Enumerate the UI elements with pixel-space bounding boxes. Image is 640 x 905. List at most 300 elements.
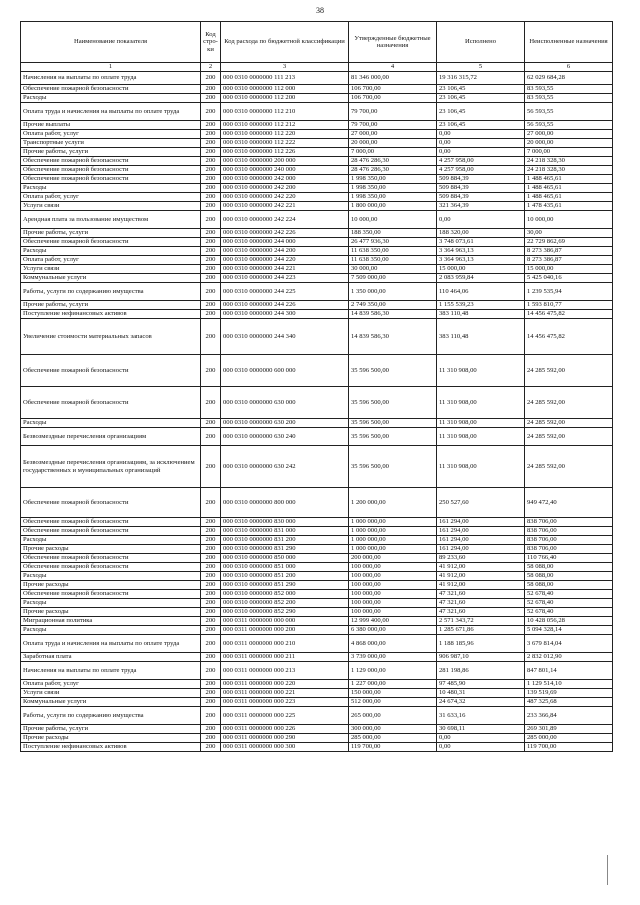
row-budget-code: 000 0310 0000000 242 220 xyxy=(221,193,349,202)
row-unexecuted: 83 593,55 xyxy=(525,94,613,103)
table-row xyxy=(21,238,613,247)
row-executed: 4 257 958,00 xyxy=(437,157,525,166)
row-budget-code: 000 0310 0000000 242 226 xyxy=(221,229,349,238)
row-executed: 23 106,45 xyxy=(437,85,525,94)
row-budget-code: 000 0310 0000000 830 000 xyxy=(221,518,349,527)
row-budget-code: 000 0310 0000000 244 300 xyxy=(221,310,349,319)
row-name: Оплата работ, услуг xyxy=(21,193,201,202)
row-line-code: 200 xyxy=(201,202,221,211)
row-budget-code: 000 0310 0000000 242 200 xyxy=(221,184,349,193)
row-line-code: 200 xyxy=(201,635,221,653)
row-name: Арендная плата за пользование имуществом xyxy=(21,211,201,229)
row-approved: 150 000,00 xyxy=(349,689,437,698)
row-executed: 47 321,60 xyxy=(437,599,525,608)
table-row xyxy=(21,184,613,193)
row-name: Безвозмездные перечисления организациям, за исключением государственных и муниципальных организаций xyxy=(21,446,201,488)
table-row xyxy=(21,274,613,283)
row-executed: 47 321,60 xyxy=(437,590,525,599)
row-line-code: 200 xyxy=(201,247,221,256)
row-unexecuted: 139 519,69 xyxy=(525,689,613,698)
table-row xyxy=(21,446,613,488)
column-number: 5 xyxy=(437,63,525,72)
table-row xyxy=(21,599,613,608)
row-line-code: 200 xyxy=(201,680,221,689)
row-executed: 47 321,60 xyxy=(437,608,525,617)
row-budget-code: 000 0310 0000000 850 000 xyxy=(221,554,349,563)
row-approved: 81 346 000,00 xyxy=(349,72,437,85)
table-row xyxy=(21,419,613,428)
table-row xyxy=(21,175,613,184)
table-row xyxy=(21,310,613,319)
row-executed: 41 912,00 xyxy=(437,572,525,581)
column-number: 1 xyxy=(21,63,201,72)
row-approved: 11 638 350,00 xyxy=(349,256,437,265)
row-budget-code: 000 0310 0000000 242 000 xyxy=(221,175,349,184)
table-row xyxy=(21,193,613,202)
table-row xyxy=(21,518,613,527)
table-row xyxy=(21,527,613,536)
table-row xyxy=(21,148,613,157)
table-row xyxy=(21,581,613,590)
row-budget-code: 000 0311 0000000 000 221 xyxy=(221,689,349,698)
row-approved: 1 200 000,00 xyxy=(349,488,437,518)
row-name: Безвозмездные перечисления организациям xyxy=(21,428,201,446)
row-approved: 4 868 000,00 xyxy=(349,635,437,653)
row-line-code: 200 xyxy=(201,689,221,698)
row-budget-code: 000 0310 0000000 851 000 xyxy=(221,563,349,572)
row-executed: 24 674,32 xyxy=(437,698,525,707)
row-executed: 509 884,39 xyxy=(437,184,525,193)
row-line-code: 200 xyxy=(201,301,221,310)
row-approved: 14 839 586,30 xyxy=(349,310,437,319)
row-executed: 0,00 xyxy=(437,139,525,148)
row-name: Обеспечение пожарной безопасности xyxy=(21,488,201,518)
row-budget-code: 000 0310 0000000 800 000 xyxy=(221,488,349,518)
table-row xyxy=(21,229,613,238)
row-budget-code: 000 0310 0000000 630 240 xyxy=(221,428,349,446)
row-executed: 11 310 908,00 xyxy=(437,355,525,387)
row-budget-code: 000 0310 0000000 240 000 xyxy=(221,166,349,175)
row-executed: 0,00 xyxy=(437,130,525,139)
row-unexecuted: 52 678,40 xyxy=(525,608,613,617)
row-line-code: 200 xyxy=(201,488,221,518)
table-row xyxy=(21,572,613,581)
row-budget-code: 000 0310 0000000 244 220 xyxy=(221,256,349,265)
row-executed: 509 884,39 xyxy=(437,175,525,184)
row-name: Прочие работы, услуги xyxy=(21,725,201,734)
row-unexecuted: 24 285 592,00 xyxy=(525,428,613,446)
row-executed: 1 155 539,23 xyxy=(437,301,525,310)
row-line-code: 200 xyxy=(201,211,221,229)
row-line-code: 200 xyxy=(201,446,221,488)
row-name: Заработная плата xyxy=(21,653,201,662)
row-budget-code: 000 0310 0000000 244 225 xyxy=(221,283,349,301)
row-approved: 12 999 400,00 xyxy=(349,617,437,626)
row-executed: 15 000,00 xyxy=(437,265,525,274)
table-row xyxy=(21,283,613,301)
row-line-code: 200 xyxy=(201,103,221,121)
row-name: Начисления на выплаты по оплате труда xyxy=(21,72,201,85)
row-budget-code: 000 0310 0000000 851 200 xyxy=(221,572,349,581)
row-approved: 265 000,00 xyxy=(349,707,437,725)
row-approved: 11 638 350,00 xyxy=(349,247,437,256)
column-number: 3 xyxy=(221,63,349,72)
table-row xyxy=(21,211,613,229)
table-body xyxy=(21,72,613,752)
row-budget-code: 000 0310 0000000 112 210 xyxy=(221,103,349,121)
row-executed: 3 364 963,13 xyxy=(437,256,525,265)
row-name: Оплата труда и начисления на выплаты по оплате труда xyxy=(21,635,201,653)
row-budget-code: 000 0310 0000000 244 221 xyxy=(221,265,349,274)
row-approved: 79 700,00 xyxy=(349,121,437,130)
row-unexecuted: 15 000,00 xyxy=(525,265,613,274)
table-row xyxy=(21,680,613,689)
row-unexecuted: 233 366,84 xyxy=(525,707,613,725)
row-line-code: 200 xyxy=(201,148,221,157)
row-budget-code: 000 0311 0000000 000 225 xyxy=(221,707,349,725)
row-line-code: 200 xyxy=(201,662,221,680)
row-name: Расходы xyxy=(21,184,201,193)
row-unexecuted: 1 478 435,61 xyxy=(525,202,613,211)
row-budget-code: 000 0310 0000000 112 200 xyxy=(221,94,349,103)
row-line-code: 200 xyxy=(201,527,221,536)
row-approved: 100 000,00 xyxy=(349,599,437,608)
row-name: Коммунальные услуги xyxy=(21,698,201,707)
row-line-code: 200 xyxy=(201,653,221,662)
row-executed: 383 110,48 xyxy=(437,310,525,319)
row-budget-code: 000 0310 0000000 111 213 xyxy=(221,72,349,85)
row-unexecuted: 838 706,00 xyxy=(525,518,613,527)
row-approved: 1 227 000,00 xyxy=(349,680,437,689)
row-unexecuted: 24 285 592,00 xyxy=(525,387,613,419)
header-executed: Исполнено xyxy=(437,22,525,63)
row-approved: 100 000,00 xyxy=(349,590,437,599)
row-executed: 906 987,10 xyxy=(437,653,525,662)
table-row xyxy=(21,103,613,121)
row-line-code: 200 xyxy=(201,536,221,545)
row-name: Расходы xyxy=(21,536,201,545)
row-name: Прочие расходы xyxy=(21,734,201,743)
row-unexecuted: 56 593,55 xyxy=(525,121,613,130)
row-budget-code: 000 0310 0000000 200 000 xyxy=(221,157,349,166)
row-name: Услуги связи xyxy=(21,265,201,274)
table-row xyxy=(21,428,613,446)
row-executed: 11 310 908,00 xyxy=(437,419,525,428)
row-line-code: 200 xyxy=(201,265,221,274)
header-line-code: Код стро-ки xyxy=(201,22,221,63)
row-budget-code: 000 0310 0000000 244 000 xyxy=(221,238,349,247)
row-unexecuted: 58 088,00 xyxy=(525,581,613,590)
row-approved: 2 749 350,00 xyxy=(349,301,437,310)
row-unexecuted: 58 088,00 xyxy=(525,563,613,572)
row-budget-code: 000 0310 0000000 242 221 xyxy=(221,202,349,211)
row-budget-code: 000 0310 0000000 831 000 xyxy=(221,527,349,536)
row-line-code: 200 xyxy=(201,175,221,184)
row-name: Расходы xyxy=(21,572,201,581)
row-approved: 300 000,00 xyxy=(349,725,437,734)
row-line-code: 200 xyxy=(201,608,221,617)
row-budget-code: 000 0310 0000000 112 220 xyxy=(221,130,349,139)
row-name: Оплата работ, услуг xyxy=(21,680,201,689)
row-name: Услуги связи xyxy=(21,689,201,698)
row-name: Прочие расходы xyxy=(21,581,201,590)
row-unexecuted: 847 801,14 xyxy=(525,662,613,680)
row-unexecuted: 269 301,89 xyxy=(525,725,613,734)
table-row xyxy=(21,121,613,130)
row-budget-code: 000 0310 0000000 630 000 xyxy=(221,387,349,419)
row-executed: 19 316 315,72 xyxy=(437,72,525,85)
header-approved: Утвержденные бюджетные назначения xyxy=(349,22,437,63)
row-budget-code: 000 0310 0000000 244 200 xyxy=(221,247,349,256)
row-approved: 35 596 500,00 xyxy=(349,355,437,387)
row-approved: 1 000 000,00 xyxy=(349,536,437,545)
row-name: Поступление нефинансовых активов xyxy=(21,310,201,319)
row-approved: 14 839 586,30 xyxy=(349,319,437,355)
table-row xyxy=(21,301,613,310)
table-row xyxy=(21,554,613,563)
table-row xyxy=(21,617,613,626)
row-line-code: 200 xyxy=(201,581,221,590)
row-name: Расходы xyxy=(21,94,201,103)
row-budget-code: 000 0310 0000000 852 290 xyxy=(221,608,349,617)
header-unexecuted: Неисполненные назначения xyxy=(525,22,613,63)
row-name: Транспортные услуги xyxy=(21,139,201,148)
row-budget-code: 000 0311 0000000 000 223 xyxy=(221,698,349,707)
table-row xyxy=(21,590,613,599)
row-executed: 383 110,48 xyxy=(437,319,525,355)
column-number-row xyxy=(21,63,613,72)
row-approved: 1 129 000,00 xyxy=(349,662,437,680)
row-line-code: 200 xyxy=(201,94,221,103)
table-row xyxy=(21,157,613,166)
row-executed: 31 633,16 xyxy=(437,707,525,725)
row-name: Обеспечение пожарной безопасности xyxy=(21,166,201,175)
row-name: Обеспечение пожарной безопасности xyxy=(21,527,201,536)
row-name: Работы, услуги по содержанию имущества xyxy=(21,283,201,301)
column-number: 2 xyxy=(201,63,221,72)
row-line-code: 200 xyxy=(201,139,221,148)
row-executed: 41 912,00 xyxy=(437,581,525,590)
row-line-code: 200 xyxy=(201,590,221,599)
row-unexecuted: 27 000,00 xyxy=(525,130,613,139)
row-unexecuted: 5 425 040,16 xyxy=(525,274,613,283)
table-row xyxy=(21,139,613,148)
column-number: 4 xyxy=(349,63,437,72)
row-executed: 321 364,39 xyxy=(437,202,525,211)
row-name: Обеспечение пожарной безопасности xyxy=(21,238,201,247)
row-name: Оплата работ, услуг xyxy=(21,130,201,139)
table-row xyxy=(21,545,613,554)
row-approved: 512 000,00 xyxy=(349,698,437,707)
header-name: Наименование показателя xyxy=(21,22,201,63)
row-approved: 188 350,00 xyxy=(349,229,437,238)
row-executed: 0,00 xyxy=(437,734,525,743)
row-name: Прочие расходы xyxy=(21,545,201,554)
row-name: Обеспечение пожарной безопасности xyxy=(21,355,201,387)
row-approved: 106 700,00 xyxy=(349,85,437,94)
row-approved: 35 596 500,00 xyxy=(349,428,437,446)
row-line-code: 200 xyxy=(201,599,221,608)
row-approved: 1 350 000,00 xyxy=(349,283,437,301)
row-line-code: 200 xyxy=(201,387,221,419)
row-executed: 188 320,00 xyxy=(437,229,525,238)
row-budget-code: 000 0311 0000000 000 290 xyxy=(221,734,349,743)
row-unexecuted: 30,00 xyxy=(525,229,613,238)
row-executed: 23 106,45 xyxy=(437,103,525,121)
row-approved: 1 000 000,00 xyxy=(349,518,437,527)
row-budget-code: 000 0310 0000000 112 222 xyxy=(221,139,349,148)
row-approved: 119 700,00 xyxy=(349,743,437,752)
row-budget-code: 000 0310 0000000 630 200 xyxy=(221,419,349,428)
row-line-code: 200 xyxy=(201,72,221,85)
table-row xyxy=(21,319,613,355)
row-unexecuted: 1 488 465,61 xyxy=(525,193,613,202)
row-approved: 106 700,00 xyxy=(349,94,437,103)
row-line-code: 200 xyxy=(201,419,221,428)
row-unexecuted: 119 700,00 xyxy=(525,743,613,752)
row-approved: 1 998 350,00 xyxy=(349,193,437,202)
row-line-code: 200 xyxy=(201,130,221,139)
row-name: Прочие работы, услуги xyxy=(21,301,201,310)
row-line-code: 200 xyxy=(201,707,221,725)
row-unexecuted: 1 129 514,10 xyxy=(525,680,613,689)
row-executed: 3 748 073,61 xyxy=(437,238,525,247)
row-unexecuted: 10 000,00 xyxy=(525,211,613,229)
row-executed: 4 257 958,00 xyxy=(437,166,525,175)
row-line-code: 200 xyxy=(201,256,221,265)
row-executed: 23 106,45 xyxy=(437,94,525,103)
row-budget-code: 000 0310 0000000 112 226 xyxy=(221,148,349,157)
row-unexecuted: 24 218 328,30 xyxy=(525,166,613,175)
row-budget-code: 000 0310 0000000 630 242 xyxy=(221,446,349,488)
row-unexecuted: 10 428 056,28 xyxy=(525,617,613,626)
table-row xyxy=(21,94,613,103)
row-budget-code: 000 0310 0000000 831 200 xyxy=(221,536,349,545)
table-row xyxy=(21,202,613,211)
row-executed: 161 294,00 xyxy=(437,527,525,536)
row-unexecuted: 487 325,68 xyxy=(525,698,613,707)
row-name: Оплата труда и начисления на выплаты по оплате труда xyxy=(21,103,201,121)
row-executed: 161 294,00 xyxy=(437,536,525,545)
row-line-code: 200 xyxy=(201,229,221,238)
row-line-code: 200 xyxy=(201,166,221,175)
row-line-code: 200 xyxy=(201,572,221,581)
row-approved: 27 000,00 xyxy=(349,130,437,139)
row-approved: 1 998 350,00 xyxy=(349,184,437,193)
table-row xyxy=(21,608,613,617)
row-unexecuted: 110 766,40 xyxy=(525,554,613,563)
row-line-code: 200 xyxy=(201,193,221,202)
row-name: Миграционная политика xyxy=(21,617,201,626)
column-number: 6 xyxy=(525,63,613,72)
row-executed: 11 310 908,00 xyxy=(437,446,525,488)
row-budget-code: 000 0310 0000000 244 226 xyxy=(221,301,349,310)
row-line-code: 200 xyxy=(201,563,221,572)
row-line-code: 200 xyxy=(201,85,221,94)
row-executed: 0,00 xyxy=(437,211,525,229)
row-budget-code: 000 0311 0000000 000 220 xyxy=(221,680,349,689)
row-name: Обеспечение пожарной безопасности xyxy=(21,387,201,419)
row-executed: 161 294,00 xyxy=(437,518,525,527)
table-row xyxy=(21,563,613,572)
table-row xyxy=(21,355,613,387)
row-budget-code: 000 0310 0000000 852 200 xyxy=(221,599,349,608)
row-approved: 100 000,00 xyxy=(349,608,437,617)
row-approved: 1 800 000,00 xyxy=(349,202,437,211)
row-budget-code: 000 0310 0000000 112 000 xyxy=(221,85,349,94)
row-executed: 0,00 xyxy=(437,743,525,752)
row-budget-code: 000 0311 0000000 000 200 xyxy=(221,626,349,635)
row-budget-code: 000 0310 0000000 852 000 xyxy=(221,590,349,599)
row-name: Услуги связи xyxy=(21,202,201,211)
row-unexecuted: 52 678,40 xyxy=(525,590,613,599)
row-executed: 2 571 343,72 xyxy=(437,617,525,626)
row-executed: 11 310 908,00 xyxy=(437,428,525,446)
row-approved: 28 476 286,30 xyxy=(349,166,437,175)
row-budget-code: 000 0311 0000000 000 226 xyxy=(221,725,349,734)
row-line-code: 200 xyxy=(201,626,221,635)
row-executed: 3 364 963,13 xyxy=(437,247,525,256)
row-line-code: 200 xyxy=(201,734,221,743)
row-budget-code: 000 0310 0000000 851 290 xyxy=(221,581,349,590)
scan-edge-mark xyxy=(607,855,608,885)
row-unexecuted: 24 285 592,00 xyxy=(525,419,613,428)
header-budget-code: Код расхода по бюджетной классификации xyxy=(221,22,349,63)
table-header-row xyxy=(21,22,613,63)
table-row xyxy=(21,247,613,256)
row-name: Увеличение стоимости материальных запасов xyxy=(21,319,201,355)
row-name: Обеспечение пожарной безопасности xyxy=(21,518,201,527)
row-line-code: 200 xyxy=(201,355,221,387)
table-row xyxy=(21,653,613,662)
row-unexecuted: 83 593,55 xyxy=(525,85,613,94)
row-unexecuted: 2 832 012,90 xyxy=(525,653,613,662)
row-approved: 7 000,00 xyxy=(349,148,437,157)
row-name: Коммунальные услуги xyxy=(21,274,201,283)
table-row xyxy=(21,166,613,175)
row-name: Обеспечение пожарной безопасности xyxy=(21,590,201,599)
row-executed: 0,00 xyxy=(437,148,525,157)
row-name: Прочие работы, услуги xyxy=(21,229,201,238)
row-approved: 30 000,00 xyxy=(349,265,437,274)
row-executed: 161 294,00 xyxy=(437,545,525,554)
row-name: Прочие работы, услуги xyxy=(21,148,201,157)
row-name: Обеспечение пожарной безопасности xyxy=(21,554,201,563)
row-approved: 7 509 000,00 xyxy=(349,274,437,283)
row-name: Обеспечение пожарной безопасности xyxy=(21,85,201,94)
row-line-code: 200 xyxy=(201,121,221,130)
table-row xyxy=(21,743,613,752)
row-approved: 1 000 000,00 xyxy=(349,527,437,536)
row-approved: 3 739 000,00 xyxy=(349,653,437,662)
table-row xyxy=(21,85,613,94)
row-unexecuted: 838 706,00 xyxy=(525,527,613,536)
row-approved: 35 596 500,00 xyxy=(349,387,437,419)
row-unexecuted: 838 706,00 xyxy=(525,545,613,554)
table-row xyxy=(21,536,613,545)
row-executed: 11 310 908,00 xyxy=(437,387,525,419)
row-approved: 20 000,00 xyxy=(349,139,437,148)
row-unexecuted: 52 678,40 xyxy=(525,599,613,608)
row-executed: 23 106,45 xyxy=(437,121,525,130)
table-row xyxy=(21,635,613,653)
page-number: 38 xyxy=(316,6,324,15)
table-row xyxy=(21,662,613,680)
row-approved: 200 000,00 xyxy=(349,554,437,563)
row-line-code: 200 xyxy=(201,283,221,301)
row-name: Расходы xyxy=(21,599,201,608)
row-budget-code: 000 0311 0000000 000 000 xyxy=(221,617,349,626)
